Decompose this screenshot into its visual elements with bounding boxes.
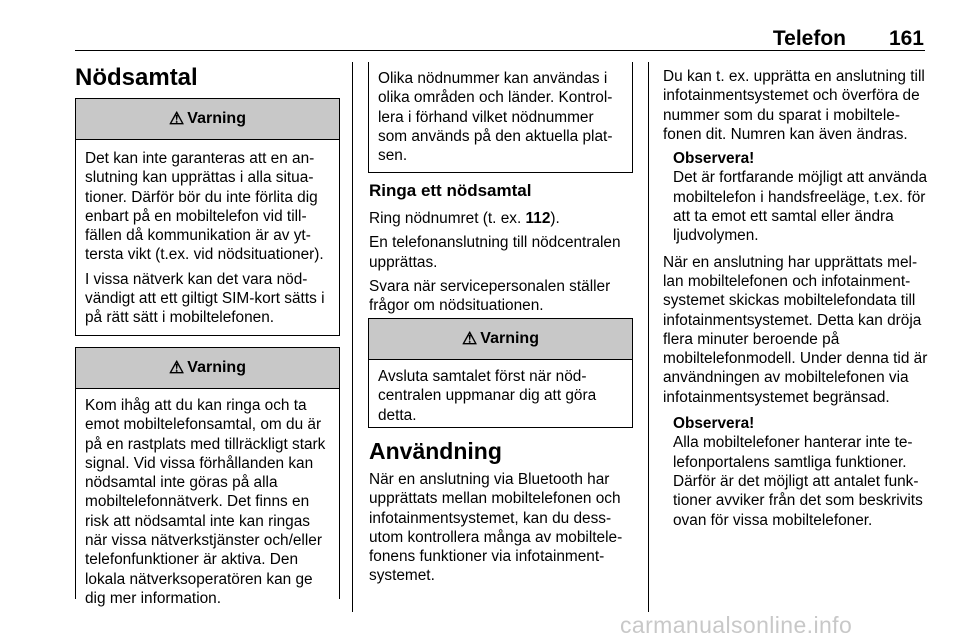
column-divider-2	[648, 62, 649, 612]
warning-box-3-header	[369, 319, 632, 360]
anvandning-text	[369, 470, 634, 591]
warning-box-1-header	[76, 99, 339, 140]
note-2	[663, 414, 928, 530]
warning-box-3-title: Varning	[480, 330, 539, 347]
warning-box-1-paragraph-1: Det kan inte garanteras att en anslutning kan upprättas i alla situationer. Därför bör du inte förlita dig enbart på en mobiltelefon vid tillfällen då kommunikation är av yttersta vikt (t.ex. vid nödsituationer).	[85, 150, 324, 264]
watermark: carmanualsonline.info	[620, 612, 853, 638]
header-divider	[75, 50, 925, 51]
warning-box-2	[75, 347, 340, 607]
warning-box-continued-body	[369, 62, 632, 165]
paragraph-connection: En telefonanslutning till nödcentralen upprättas.	[369, 234, 621, 271]
warning-box-2-body	[76, 389, 339, 608]
warning-box-3	[368, 318, 633, 428]
note-1-title: Observera!	[673, 150, 755, 168]
warning-box-2-title: Varning	[187, 359, 246, 376]
running-header-title: Telefon	[772, 27, 846, 50]
warning-box-2-paragraph-1: Kom ihåg att du kan ringa och ta emot mobiltelefonsamtal, om du är på en rastplats med tillräckligt stark signal. Vid vissa förhållanden kan nödsamtal inte göras på alla mobiltelefonnätverk. Det finns en risk att nödsamtal inte kan ringas när vissa nätverkstjänster och/eller telefonfunktioner är aktiva. Den lokala nätverksoperatören kan ge dig mer information.	[85, 397, 326, 607]
warning-triangle-icon: ⚠	[462, 329, 478, 348]
section-heading-anvandning: Användning	[369, 438, 502, 464]
warning-box-continued	[368, 62, 633, 173]
section-heading-nodsamtal: Nödsamtal	[75, 64, 198, 91]
page-number: 161	[888, 27, 924, 50]
paragraph-ring-number-prefix: Ring nödnumret (t. ex.	[369, 210, 526, 227]
emergency-number: 112	[525, 210, 551, 227]
note-2-title: Observera!	[673, 415, 755, 433]
warning-box-3-body	[369, 360, 632, 425]
column-3-text	[663, 67, 928, 530]
warning-box-1	[75, 98, 340, 336]
warning-box-1-title: Varning	[187, 110, 246, 127]
paragraph-transfer-numbers: Du kan t. ex. upprätta en anslutning till infotainmentsystemet och överföra de nummer som du sparat i mobiltelefonen dit. Numren kan även ändras.	[663, 68, 925, 143]
warning-box-2-header	[76, 348, 339, 389]
paragraph-answer: Svara när servicepersonalen ställer frågor om nödsituationen.	[369, 277, 611, 315]
note-2-text: Alla mobiltelefoner hanterar inte telefonportalens samtliga funktioner. Därför är det möjligt att antalet funktioner avviker från det som beskrivits ovan för vissa mobiltelefoner.	[673, 434, 923, 529]
ringa-section-text	[369, 209, 634, 320]
note-1-text: Det är fortfarande möjligt att använda mobiltelefon i handsfreeläge, t.ex. för att ta emot ett samtal eller ändra ljudvolymen.	[673, 169, 928, 245]
warning-box-continued-paragraph: Olika nödnummer kan användas i olika områden och länder. Kontrollera i förhand vilket nödnummer som används på den aktuella platsen.	[378, 70, 613, 165]
paragraph-anvandning: När en anslutning via Bluetooth har upprättats mellan mobiltelefonen och infotainmentsystemet, kan du dessutom kontrollera många av mobiltelefonens funktioner via infotainmentsystemet.	[369, 471, 623, 585]
subheading-ringa-ett-nodsamtal: Ringa ett nödsamtal	[369, 181, 532, 200]
warning-box-1-paragraph-2: I vissa nätverk kan det vara nödvändigt att ett giltigt SIM-kort sätts i på rätt sätt i mobiltelefonen.	[85, 270, 325, 327]
warning-triangle-icon: ⚠	[169, 109, 185, 128]
paragraph-ring-number	[369, 209, 634, 228]
warning-triangle-icon: ⚠	[169, 358, 185, 377]
warning-box-3-paragraph-1: Avsluta samtalet först när nödcentralen uppmanar dig att göra detta.	[378, 368, 597, 424]
paragraph-data-transfer: När en anslutning har upprättats mellan mobiltelefonen och infotainmentsystemet skickas mobiltelefondata till infotainmentsystemet. Detta kan dröja flera minuter beroende på mobiltelefonmodell. Under denna tid är användningen av mobiltelefonen via infotainmentsystemet begränsad.	[663, 253, 928, 406]
paragraph-ring-number-suffix: ).	[550, 210, 560, 227]
warning-box-1-body	[76, 140, 339, 328]
column-divider-1	[352, 62, 353, 612]
note-1	[663, 149, 928, 245]
